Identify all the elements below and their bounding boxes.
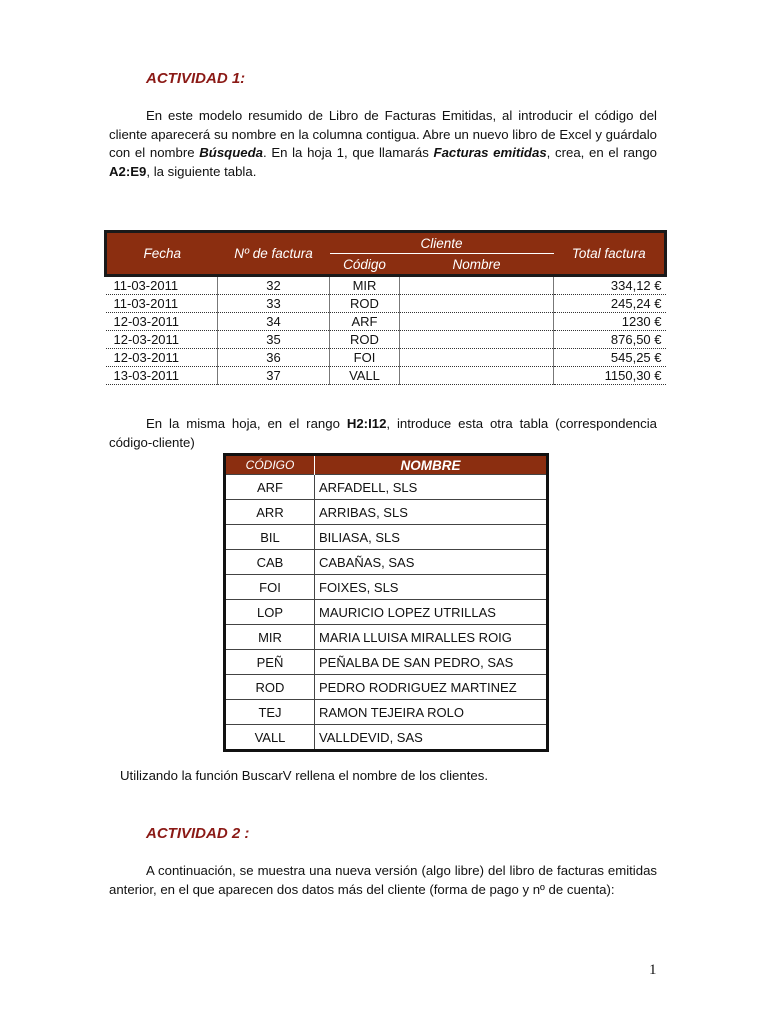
activity-2-paragraph: A continuación, se muestra una nueva versión (algo libre) del libro de facturas emitidas anterior, en el que aparecen dos datos más del cliente (forma de pago y nº de cuenta): bbox=[109, 863, 657, 897]
header-fecha: Fecha bbox=[106, 232, 218, 276]
cell-fecha: 12-03-2011 bbox=[106, 331, 218, 349]
table-row bbox=[106, 313, 666, 331]
cell-codigo: MIR bbox=[225, 625, 315, 650]
cell-codigo: TEJ bbox=[225, 700, 315, 725]
table-row bbox=[225, 475, 548, 500]
table-row bbox=[106, 367, 666, 385]
cell-codigo: FOI bbox=[225, 575, 315, 600]
cell-fecha: 12-03-2011 bbox=[106, 313, 218, 331]
cell-codigo: VALL bbox=[330, 367, 400, 385]
cell-factura: 34 bbox=[218, 313, 330, 331]
table-row bbox=[225, 575, 548, 600]
header-codigo-cliente: CÓDIGO bbox=[225, 455, 315, 475]
cell-nombre bbox=[400, 367, 554, 385]
cell-nombre: ARFADELL, SLS bbox=[315, 475, 548, 500]
cell-nombre bbox=[400, 295, 554, 313]
header-factura: Nº de factura bbox=[218, 232, 330, 276]
table-row bbox=[106, 331, 666, 349]
cell-codigo: ARF bbox=[225, 475, 315, 500]
table-row bbox=[225, 700, 548, 725]
client-table bbox=[223, 453, 549, 752]
table-row bbox=[106, 295, 666, 313]
cell-nombre: ARRIBAS, SLS bbox=[315, 500, 548, 525]
cell-factura: 32 bbox=[218, 276, 330, 295]
table-row bbox=[225, 525, 548, 550]
cell-nombre: MARIA LLUISA MIRALLES ROIG bbox=[315, 625, 548, 650]
cell-codigo: VALL bbox=[225, 725, 315, 751]
activity-1-title: ACTIVIDAD 1: bbox=[146, 70, 246, 87]
cell-nombre: VALLDEVID, SAS bbox=[315, 725, 548, 751]
table-row bbox=[225, 725, 548, 751]
cell-codigo: LOP bbox=[225, 600, 315, 625]
cell-nombre: PEDRO RODRIGUEZ MARTINEZ bbox=[315, 675, 548, 700]
invoice-table bbox=[104, 230, 667, 385]
cell-nombre: MAURICIO LOPEZ UTRILLAS bbox=[315, 600, 548, 625]
cell-codigo: ARR bbox=[225, 500, 315, 525]
table-row bbox=[106, 276, 666, 295]
cell-fecha: 12-03-2011 bbox=[106, 349, 218, 367]
cell-total: 334,12 € bbox=[554, 276, 666, 295]
activity-1-instruction: Utilizando la función BuscarV rellena el nombre de los clientes. bbox=[120, 768, 488, 783]
cell-total: 876,50 € bbox=[554, 331, 666, 349]
cell-nombre bbox=[400, 331, 554, 349]
cell-fecha: 11-03-2011 bbox=[106, 295, 218, 313]
cell-codigo: ROD bbox=[225, 675, 315, 700]
cell-factura: 33 bbox=[218, 295, 330, 313]
cell-nombre bbox=[400, 276, 554, 295]
cell-codigo: FOI bbox=[330, 349, 400, 367]
header-total: Total factura bbox=[554, 232, 666, 276]
page-number: 1 bbox=[649, 962, 657, 978]
cell-total: 1230 € bbox=[554, 313, 666, 331]
cell-codigo: ROD bbox=[330, 295, 400, 313]
table-row bbox=[225, 625, 548, 650]
cell-factura: 36 bbox=[218, 349, 330, 367]
cell-nombre: RAMON TEJEIRA ROLO bbox=[315, 700, 548, 725]
header-nombre-cliente: NOMBRE bbox=[315, 455, 548, 475]
activity-1-paragraph-2: En la misma hoja, en el rango H2:I12, introduce esta otra tabla (correspondencia código-cliente) bbox=[109, 416, 658, 450]
table-row bbox=[225, 600, 548, 625]
cell-codigo: ARF bbox=[330, 313, 400, 331]
cell-nombre bbox=[400, 313, 554, 331]
cell-nombre: FOIXES, SLS bbox=[315, 575, 548, 600]
cell-codigo: PEÑ bbox=[225, 650, 315, 675]
cell-nombre: BILIASA, SLS bbox=[315, 525, 548, 550]
cell-factura: 35 bbox=[218, 331, 330, 349]
activity-2-title: ACTIVIDAD 2 : bbox=[146, 825, 250, 842]
cell-codigo: ROD bbox=[330, 331, 400, 349]
table-row bbox=[225, 650, 548, 675]
table-row bbox=[106, 349, 666, 367]
cell-factura: 37 bbox=[218, 367, 330, 385]
cell-total: 1150,30 € bbox=[554, 367, 666, 385]
table-row bbox=[225, 675, 548, 700]
cell-nombre: PEÑALBA DE SAN PEDRO, SAS bbox=[315, 650, 548, 675]
cell-total: 545,25 € bbox=[554, 349, 666, 367]
cell-codigo: MIR bbox=[330, 276, 400, 295]
header-codigo: Código bbox=[330, 254, 400, 276]
table-row bbox=[225, 500, 548, 525]
cell-fecha: 11-03-2011 bbox=[106, 276, 218, 295]
cell-nombre bbox=[400, 349, 554, 367]
cell-codigo: CAB bbox=[225, 550, 315, 575]
activity-1-paragraph: En este modelo resumido de Libro de Facturas Emitidas, al introducir el código del cliente aparecerá su nombre en la columna contigua. Abre un nuevo libro de Excel y guárdalo con el nombre Búsqueda. En la hoja 1, que llamarás Facturas emitidas, crea, en el rango A2:E9, la siguiente tabla. bbox=[109, 108, 657, 179]
cell-codigo: BIL bbox=[225, 525, 315, 550]
table-row bbox=[225, 550, 548, 575]
cell-nombre: CABAÑAS, SAS bbox=[315, 550, 548, 575]
cell-fecha: 13-03-2011 bbox=[106, 367, 218, 385]
header-cliente: Cliente bbox=[330, 232, 554, 254]
cell-total: 245,24 € bbox=[554, 295, 666, 313]
header-nombre: Nombre bbox=[400, 254, 554, 276]
